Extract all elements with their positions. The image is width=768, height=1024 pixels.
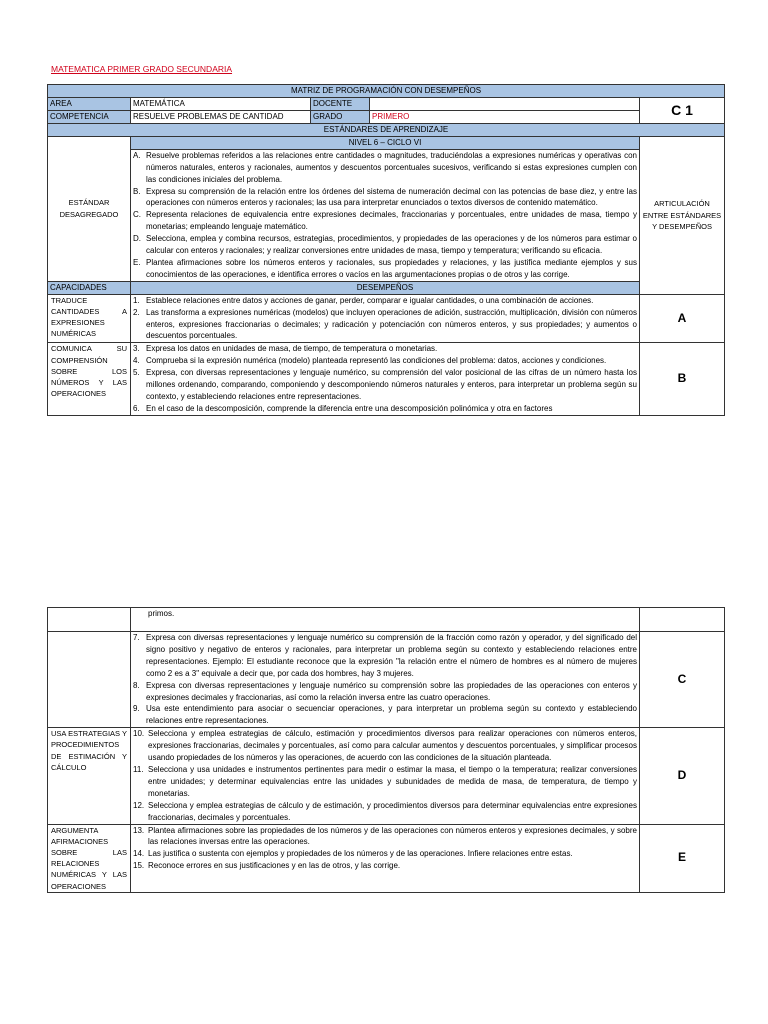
desempeno-item — [133, 800, 637, 824]
desempeno-item-number: 2. — [133, 307, 140, 317]
capacidad-comunica: COMUNICA SU COMPRENSIÓN SOBRE LOS NÚMEROS Y LAS OPERACIONES — [48, 343, 131, 415]
desempeno-item-text: Reconoce errores en sus justificaciones y en las de otros, y las corrige. — [148, 861, 401, 871]
desempeno-item-number: 3. — [133, 344, 140, 354]
desempeno-item-text: Las transforma a expresiones numéricas (modelos) que incluyen operaciones de adición, sustracción, multiplicación, división con números enteros, expresiones fraccionarias o decimales; y radicación y potenciación con números enteros, y sus propiedades; y aumentos o descuentos porcentuales. — [146, 307, 637, 341]
desempeno-item-text: Usa este entendimiento para asociar o secuenciar operaciones, y para interpretar un problema según su contexto y estableciendo relaciones entre representaciones. — [146, 704, 637, 726]
desempeno-item — [133, 403, 637, 415]
articulacion-label: ARTICULACIÓN ENTRE ESTÁNDARES Y DESEMPEÑOS — [640, 136, 725, 294]
estandar-item — [133, 257, 637, 281]
articulacion-letter-c: C — [640, 632, 725, 728]
matrix-header: MATRIZ DE PROGRAMACIÓN CON DESEMPEÑOS — [48, 85, 725, 98]
desempeno-item-number: 15. — [133, 861, 145, 871]
desempeno-item-number: 1. — [133, 295, 140, 305]
estandar-item-number: C. — [133, 210, 141, 220]
desempeno-item-number: 7. — [133, 633, 140, 642]
estandar-item-number: B. — [133, 186, 141, 196]
competencia-value: RESUELVE PROBLEMAS DE CANTIDAD — [131, 111, 311, 124]
desempeno-item-number: 5. — [133, 368, 140, 378]
desempeno-item — [133, 632, 637, 680]
continuation-text — [131, 608, 640, 632]
estandar-item-text: Representa relaciones de equivalencia entre expresiones decimales, fraccionarias y porcentuales, entre unidades de masa, tiempo y monetarias; empleando lenguaje matemático. — [146, 210, 637, 232]
competencia-label: COMPETENCIA — [48, 111, 131, 124]
capacidad-usa: USA ESTRATEGIAS Y PROCEDIMIENTOS DE ESTIMACIÓN Y CÁLCULO — [48, 728, 131, 824]
desempeno-item — [133, 367, 637, 403]
desempeno-item-text: Comprueba si la expresión numérica (modelo) planteada representó las condiciones del problema: datos, acciones y condiciones. — [146, 356, 607, 366]
desempeno-item — [133, 295, 637, 307]
estandar-item-text: Plantea afirmaciones sobre los números enteros y racionales, sus propiedades y relaciones, y las justifica mediante ejemplos y sus conocimientos de las operaciones, e identifica errores o vacíos en las argumentaciones propias o de otros y las corrige. — [146, 257, 637, 279]
desempeno-item — [133, 860, 637, 872]
desempeno-item-text: Selecciona y usa unidades e instrumentos pertinentes para medir o estimar la masa, el tiempo o la temperatura; realizar conversiones entre unidades; y determinar equivalencias entre las unidades y subunidades de medida de masa, de temperatura, de tiempo y monetarias. — [148, 764, 637, 798]
desempeno-item — [133, 343, 637, 355]
desempeno-item-text: Expresa con diversas representaciones y lenguaje numérico su comprensión sobre las propiedades de las operaciones con enteros y expresiones decimales y fraccionarias, así como la relación inversa entre las cuatro operaciones. — [146, 680, 637, 702]
estandar-item-number: D. — [133, 234, 141, 244]
estandar-item-text: Selecciona, emplea y combina recursos, estrategias, procedimientos, y propiedades de las operaciones y de los números para estimar o calcular con enteros y racionales; y realizar conversiones entre unidades de masa, tiempo y temperatura; verificando su eficacia. — [146, 234, 637, 256]
desempeno-item-text: En el caso de la descomposición, comprende la diferencia entre una descomposición polinómica y otra en factores — [146, 403, 553, 413]
nivel-header: NIVEL 6 – CICLO VI — [131, 136, 640, 149]
estandares-list — [131, 149, 640, 281]
docente-label: DOCENTE — [311, 98, 370, 111]
continuation-empty-cell — [48, 608, 131, 632]
desempeno-item-number: 13. — [133, 825, 145, 835]
area-value: MATEMÁTICA — [131, 98, 311, 111]
desempeno-item — [133, 848, 637, 860]
competence-code: C 1 — [640, 98, 725, 124]
desempeno-item-text: Expresa los datos en unidades de masa, de tiempo, de temperatura o monetarias. — [146, 344, 438, 354]
desempeno-item — [133, 764, 637, 800]
estandar-item — [133, 233, 637, 257]
desempeno-item-text: Plantea afirmaciones sobre las propiedades de los números y de las operaciones con números enteros y expresiones decimales, y sobre las relaciones inversas entre las operaciones. — [148, 825, 637, 847]
desempeno-item-number: 10. — [133, 729, 145, 739]
articulacion-letter-d: D — [640, 728, 725, 824]
desempeno-item-number: 8. — [133, 680, 140, 690]
desempeno-item-text: Selecciona y emplea estrategias de cálculo, estimación y procedimientos diversos para realizar operaciones con números enteros, expresiones fraccionarias, decimales y porcentuales, así como para calcular aumentos y descuentos porcentuales, y simplificar procesos usando propiedades de los números y las operaciones, de acuerdo con las condiciones de la situación planteada. — [148, 729, 637, 763]
estandar-desagregado-label: ESTÁNDAR DESAGREGADO — [48, 136, 131, 281]
desempeno-item-number: 4. — [133, 356, 140, 366]
desempeno-item — [133, 728, 637, 764]
desempenos-group-e — [131, 824, 640, 892]
desempeno-item-number: 11. — [133, 764, 144, 774]
continuation-word: primos. — [148, 609, 175, 618]
desempeno-item-text: Establece relaciones entre datos y acciones de ganar, perder, comparar e igualar cantidades, o una combinación de acciones. — [146, 295, 594, 305]
desempeno-item — [133, 703, 637, 727]
estandar-item-text: Resuelve problemas referidos a las relaciones entre cantidades o magnitudes, traduciéndolas a expresiones numéricas y operativas con números naturales, enteros y racionales, aumentos y descuentos porcentuales sucesivos, verificando si estas expresiones cumplen con las condiciones iniciales del problema. — [146, 150, 637, 184]
desempeno-item-number: 14. — [133, 849, 145, 859]
articulacion-letter-b: B — [640, 343, 725, 415]
desempeno-item-number: 6. — [133, 403, 140, 413]
capacidad-comunica-cont — [48, 632, 131, 728]
desempeno-item — [133, 825, 637, 849]
docente-value[interactable] — [370, 98, 640, 111]
desempeno-item-number: 12. — [133, 800, 145, 810]
articulacion-letter-a: A — [640, 294, 725, 343]
estandar-item-text: Expresa su comprensión de la relación entre los órdenes del sistema de numeración decimal con las potencias de base diez, y entre las operaciones con números enteros y racionales; las usa para interpretar enunciados o textos diversos de contenido matemático. — [146, 186, 637, 208]
area-label: AREA — [48, 98, 131, 111]
desempenos-label: DESEMPEÑOS — [131, 281, 640, 294]
estandar-item — [133, 186, 637, 210]
grado-label: GRADO — [311, 111, 370, 124]
document-title: MATEMATICA PRIMER GRADO SECUNDARIA — [51, 64, 233, 74]
matrix-table-page-2 — [47, 607, 725, 893]
desempeno-item — [133, 355, 637, 367]
desempenos-group-d — [131, 728, 640, 824]
desempeno-item — [133, 307, 637, 343]
desempeno-item-text: Expresa con diversas representaciones y lenguaje numérico su comprensión de la fracción como razón y operador, y del significado del signo positivo y negativo de enteros y racionales, para interpretar un problema según su contexto y estableciendo relaciones entre representaciones. Ejemplo: El estudiante reconoce que la expresión "la relación entre el número de hombres es al número de mujeres como 2 es a 3" equivale a decir que, por cada dos hombres, hay 3 mujeres. — [146, 633, 637, 678]
estandar-item-number: A. — [133, 150, 141, 160]
estandar-item — [133, 150, 637, 186]
desempenos-group-c — [131, 632, 640, 728]
desempenos-group-b — [131, 343, 640, 415]
capacidades-label: CAPACIDADES — [48, 281, 131, 294]
desempenos-group-a — [131, 294, 640, 343]
desempeno-item-number: 9. — [133, 704, 140, 714]
capacidad-traduce: TRADUCE CANTIDADES A EXPRESIONES NUMÉRICAS — [48, 294, 131, 343]
desempeno-item — [133, 680, 637, 704]
grado-value: PRIMERO — [370, 111, 640, 124]
estandares-header: ESTÁNDARES DE APRENDIZAJE — [48, 124, 725, 137]
estandar-item-number: E. — [133, 257, 141, 267]
continuation-empty-side — [640, 608, 725, 632]
articulacion-letter-e: E — [640, 824, 725, 892]
estandar-item — [133, 209, 637, 233]
matrix-table-page-1 — [47, 84, 725, 416]
capacidad-argumenta: ARGUMENTA AFIRMACIONES SOBRE LAS RELACIONES NUMÉRICAS Y LAS OPERACIONES — [48, 824, 131, 892]
desempeno-item-text: Expresa, con diversas representaciones y lenguaje numérico, su comprensión del valor posicional de las cifras de un número hasta los millones ordenando, comparando, componiendo y descomponiendo números naturales y enteros, para interpretar un problema según su contexto, y estableciendo relaciones entre representaciones. — [146, 368, 637, 401]
desempeno-item-text: Selecciona y emplea estrategias de cálculo y de estimación, y procedimientos diversos para determinar equivalencias entre expresiones fraccionarias, decimales y porcentuales. — [148, 800, 637, 822]
desempeno-item-text: Las justifica o sustenta con ejemplos y propiedades de los números y de las operaciones. Infiere relaciones entre estas. — [148, 849, 573, 859]
